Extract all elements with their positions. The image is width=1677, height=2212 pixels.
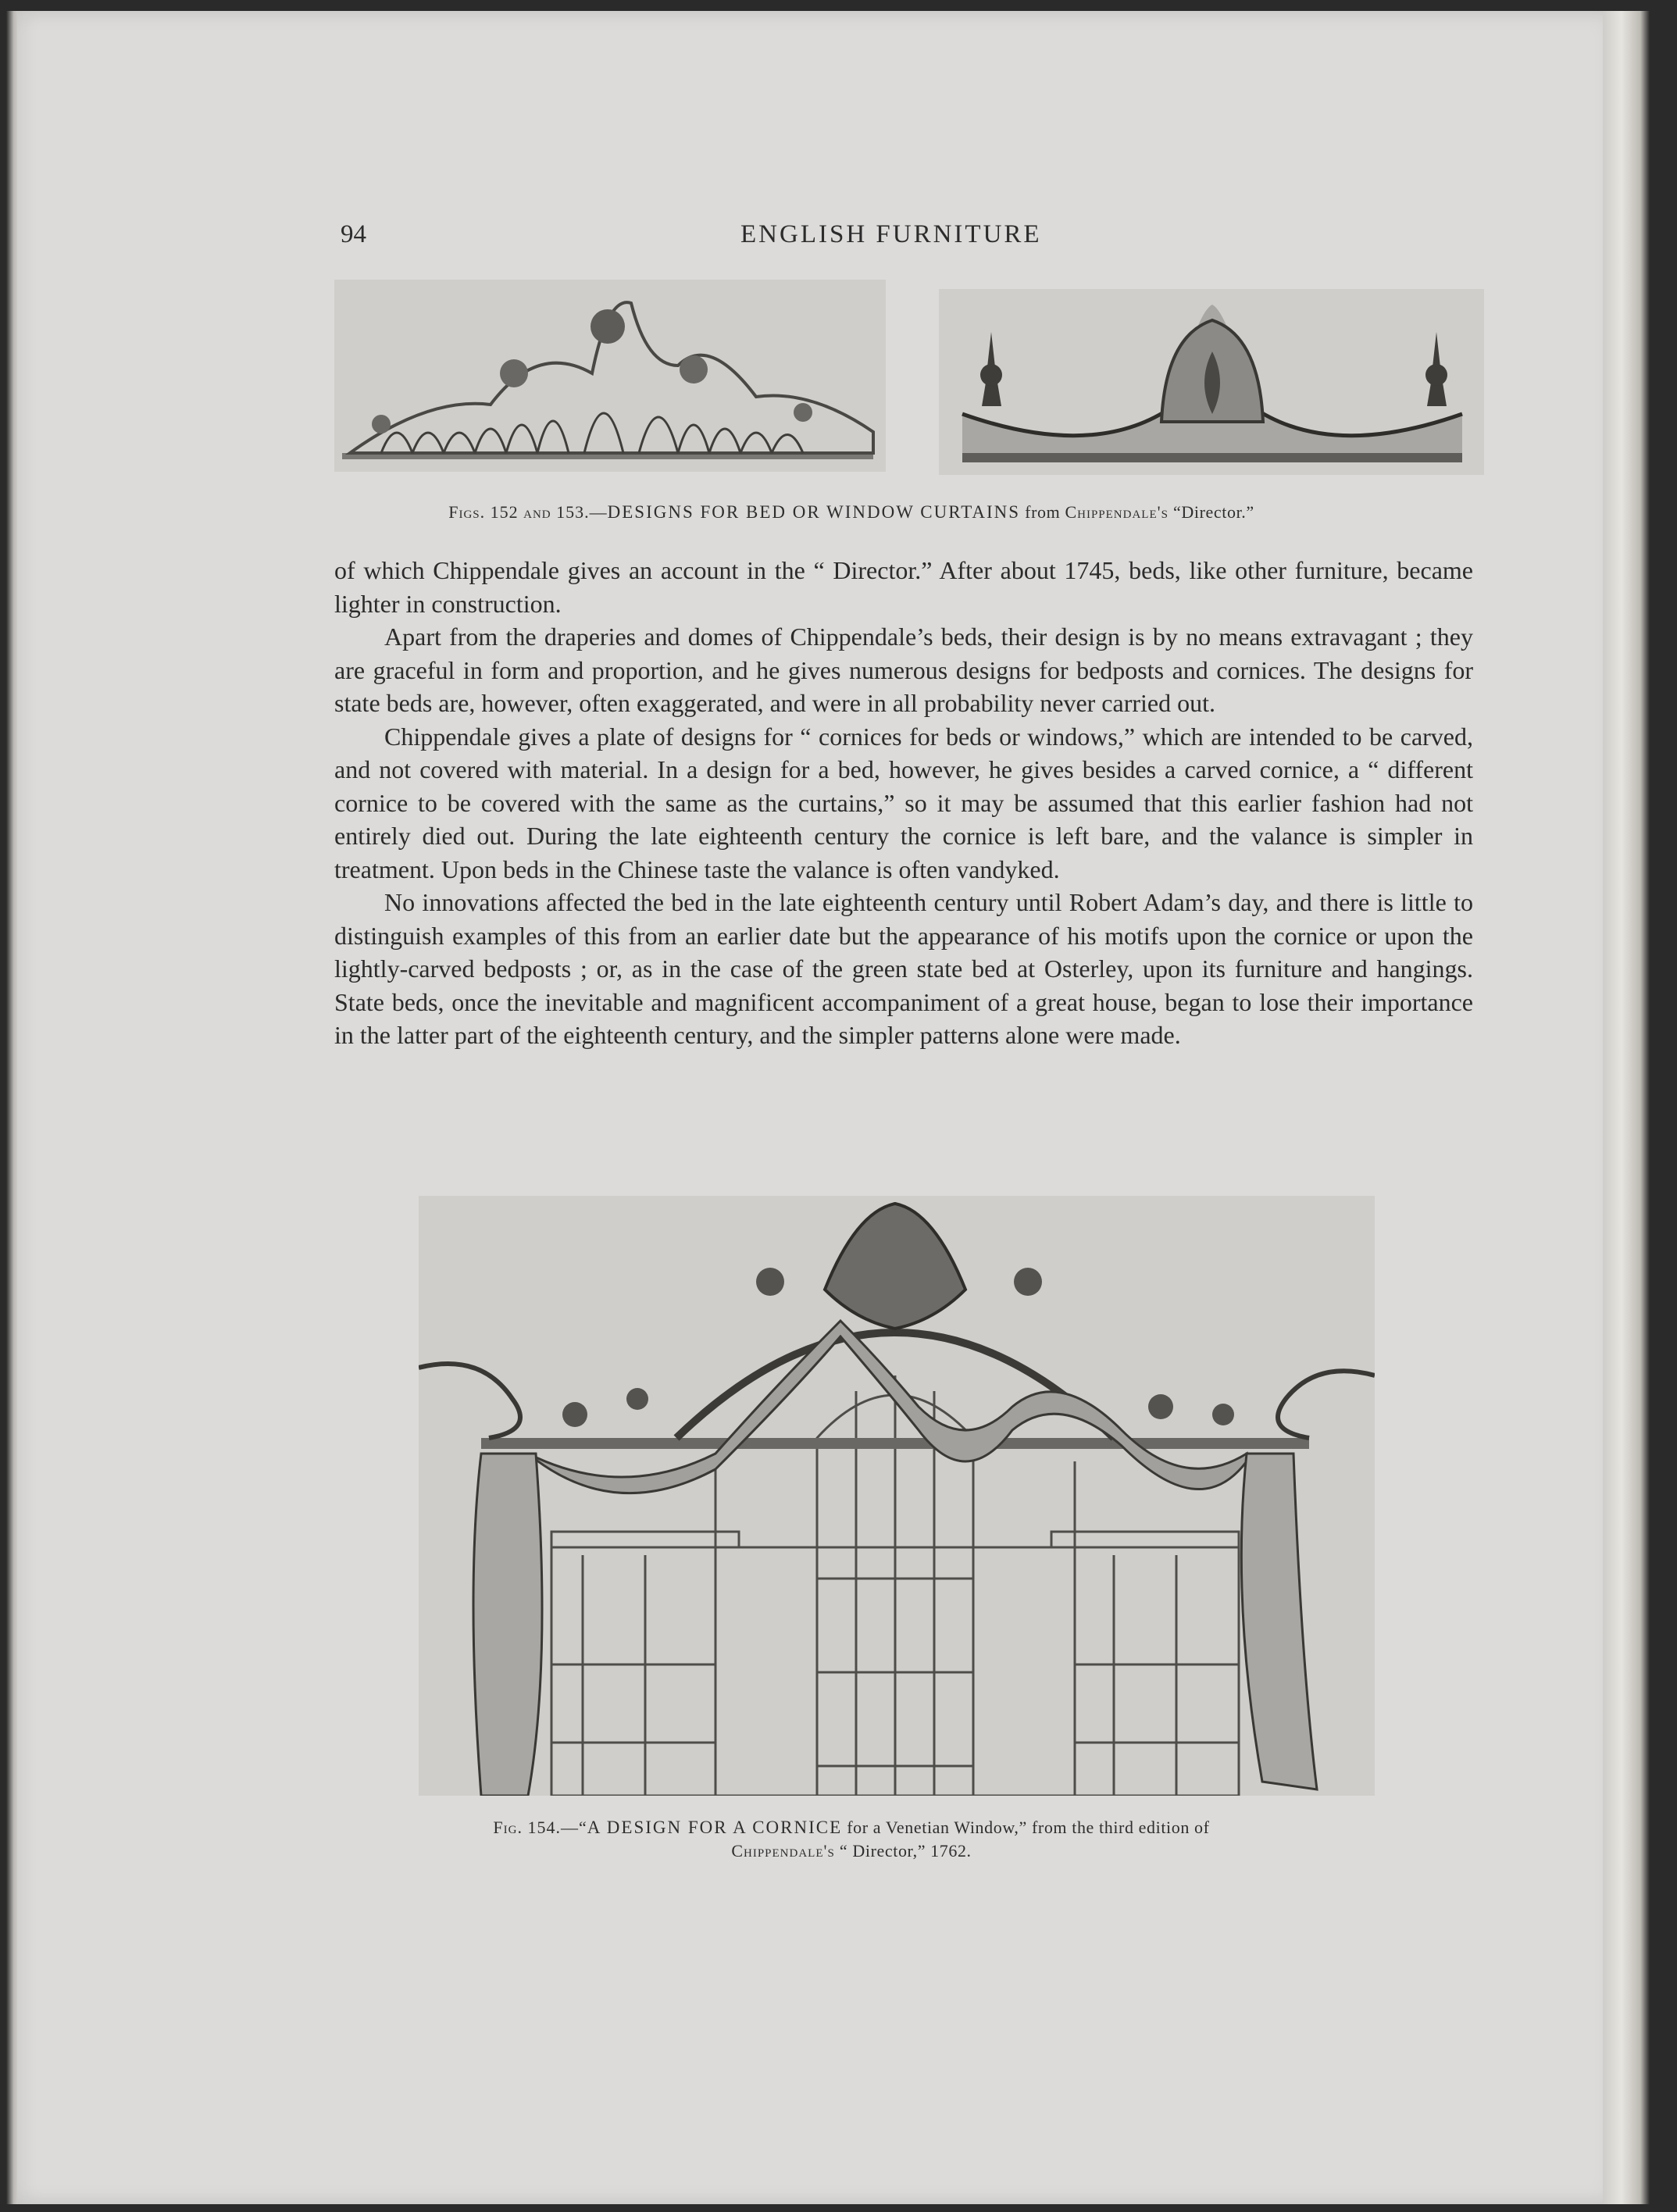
figure-154-illustration [419, 1196, 1375, 1796]
figure-154-plate [419, 1196, 1375, 1796]
right-page-edge [1603, 11, 1650, 2204]
caption-154-middle: for a Venetian Window,” from the third edition of [842, 1818, 1210, 1837]
caption-154-author: Chippendale's [731, 1841, 835, 1861]
paragraph-2: Apart from the draperies and domes of Chippendale’s beds, their design is by no means extravagant ; they are graceful in form and proportion, and he gives numerous designs for bedposts and cornices. The designs for state beds are, however, often exaggerated, and were in all probability never carried out. [334, 623, 1473, 717]
figure-152-illustration [334, 280, 886, 472]
caption-154-suffix: “ Director,” 1762. [834, 1841, 972, 1861]
figure-152-plate [334, 280, 886, 472]
figure-153-plate [939, 289, 1484, 475]
running-title: ENGLISH FURNITURE [740, 220, 1042, 248]
caption-middle: from [1020, 502, 1065, 522]
caption-154-prefix: Fig. 154.—“ [493, 1818, 587, 1837]
caption-title: DESIGNS FOR BED OR WINDOW CURTAINS [607, 502, 1021, 522]
caption-suffix: “Director.” [1168, 502, 1254, 522]
caption-author: Chippendale's [1065, 502, 1169, 522]
paragraph-4: No innovations affected the bed in the late eighteenth century until Robert Adam’s day, and there is little to distinguish examples of this from an earlier date but the appearance of his motifs upon the cornice or upon the lightly-carved bedposts ; or, as in the case of the green state bed at Osterley, upon its furniture and hangings. State beds, once the inevitable and magnificent accompaniment of a great house, began to lose their importance in the latter part of the eighteenth century, and the simpler patterns alone were made. [334, 888, 1473, 1049]
paragraph-3: Chippendale gives a plate of designs for “ cornices for beds or windows,” which are intended to be carved, and not covered with material. In a design for a bed, however, he gives besides a carved cornice, a “ different cornice to be covered with the same as the curtains,” so it may be assumed that this earlier fashion had not entirely died out. During the late eighteenth century the cornice is left bare, and the valance is simpler in treatment. Upon beds in the Chinese taste the valance is often vandyked. [334, 722, 1473, 883]
figure-154-caption [234, 1816, 1468, 1863]
paragraph-1: of which Chippendale gives an account in the “ Director.” After about 1745, beds, like other furniture, became lighter in construction. [334, 556, 1473, 618]
caption-prefix: Figs. 152 and 153.— [448, 502, 608, 522]
figure-153-illustration [939, 289, 1484, 475]
figures-152-153-caption [234, 501, 1468, 524]
running-head [0, 220, 1677, 255]
caption-154-title: A DESIGN FOR A CORNICE [587, 1818, 843, 1837]
page-number: 94 [341, 220, 366, 248]
body-text [334, 554, 1473, 1052]
